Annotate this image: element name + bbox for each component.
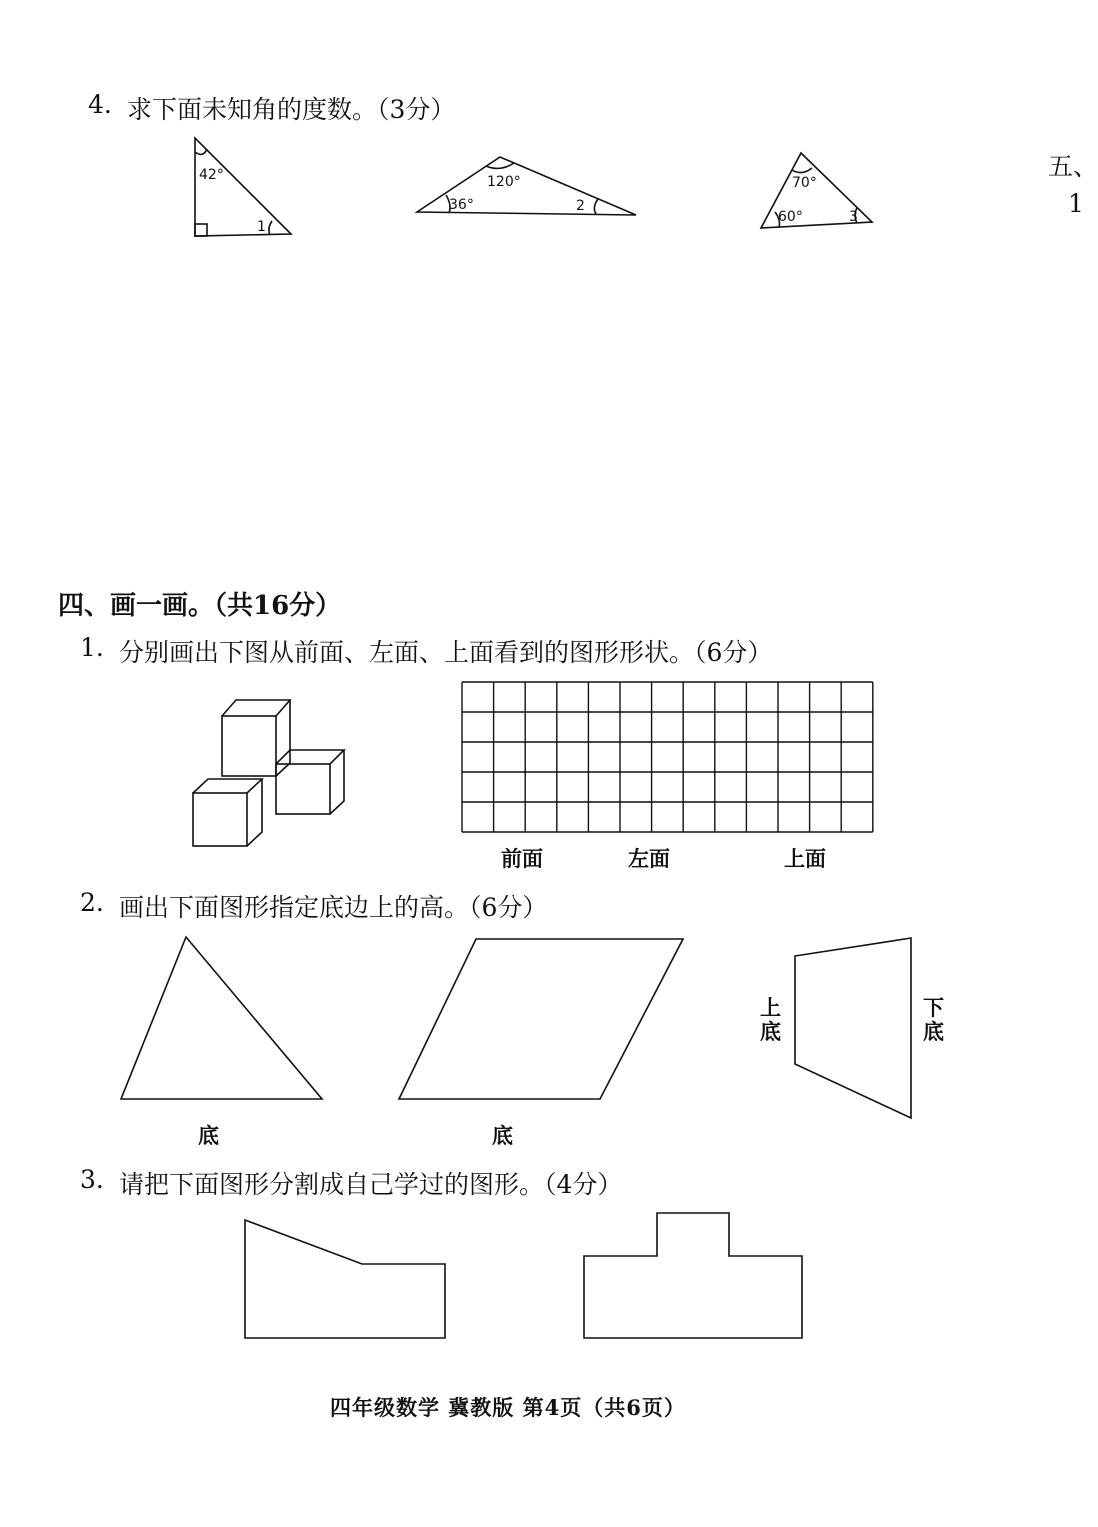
view-label-left: 左面 [628,846,670,871]
question-4-text: 求下面未知角的度数。（3分） [127,95,456,124]
label-2: 2 [576,198,585,214]
label-120: 120° [487,174,521,190]
triangle-base-label: 底 [198,1123,219,1148]
question-3-number: 3. [80,1165,104,1194]
view-label-front: 前面 [501,846,543,871]
label-60: 60° [778,209,803,225]
question-4-number: 4. [88,90,112,119]
label-3: 3 [849,209,858,225]
question-2-text: 画出下面图形指定底边上的高。（6分） [119,893,548,922]
label-36: 36° [449,197,474,213]
question-1-number: 1. [80,633,104,662]
q3-pentagon [245,1220,445,1338]
page-footer: 四年级数学 冀教版 第4页（共6页） [330,1395,686,1420]
label-1: 1 [257,219,266,235]
upper-base-label: 上底 [760,995,781,1044]
section-5-partial: 五、 [1048,152,1098,181]
section-4-title: 四、画一画。（共16分） [58,591,342,621]
question-3-text: 请把下面图形分割成自己学过的图形。（4分） [119,1170,623,1199]
parallelogram-base-label: 底 [492,1123,513,1148]
question-1-text: 分别画出下图从前面、左面、上面看到的图形形状。（6分） [119,638,773,667]
section-5-item-partial: 1 [1068,189,1084,218]
lower-base-label: 下底 [923,995,944,1044]
label-42: 42° [199,167,224,183]
view-label-top: 上面 [784,846,826,871]
label-70: 70° [792,175,817,191]
q3-t-shape [584,1213,802,1338]
question-2-number: 2. [80,888,104,917]
